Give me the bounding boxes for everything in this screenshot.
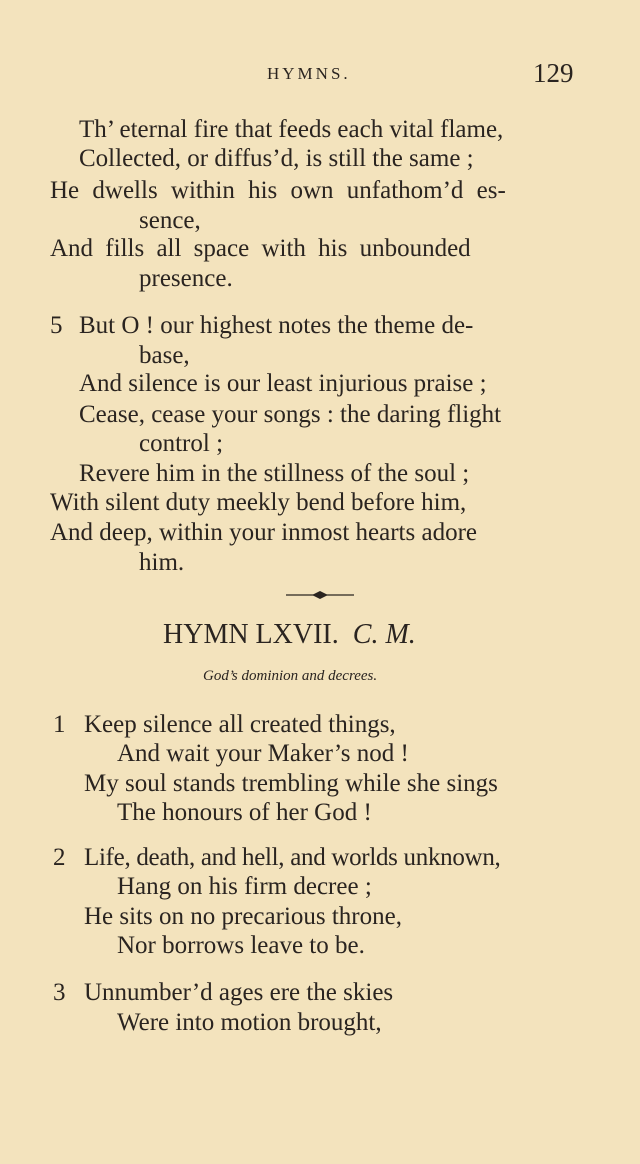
- poem-line: Revere him in the stillness of the soul ;: [79, 460, 470, 487]
- poem-line: control ;: [139, 430, 224, 457]
- poem-line: base,: [139, 342, 190, 369]
- poem-line: My soul stands trembling while she sings: [84, 770, 498, 797]
- poem-line: presence.: [139, 265, 233, 292]
- hymn-title: [163, 619, 416, 651]
- running-head: HYMNS.: [267, 64, 351, 83]
- verse-number: 1: [53, 711, 66, 738]
- poem-line: He dwells within his own unfathom’d es-: [50, 177, 506, 204]
- hymn-meter: C. M.: [352, 619, 416, 650]
- poem-line: But O ! our highest notes the theme de-: [79, 312, 474, 339]
- poem-line: And silence is our least injurious praise ;: [79, 370, 487, 397]
- poem-line: The honours of her God !: [117, 799, 372, 826]
- verse-number: 2: [53, 844, 66, 871]
- poem-line: And fills all space with his unbounded: [50, 235, 471, 262]
- hymn-number: HYMN LXVII.: [163, 619, 339, 650]
- stanza-number: 5: [50, 312, 63, 339]
- poem-line: And wait your Maker’s nod !: [117, 740, 409, 767]
- poem-line: Were into motion brought,: [117, 1009, 382, 1036]
- page-number: 129: [533, 58, 574, 88]
- poem-line: He sits on no precarious throne,: [84, 903, 402, 930]
- poem-line: With silent duty meekly bend before him,: [50, 489, 467, 516]
- poem-line: Hang on his firm decree ;: [117, 873, 372, 900]
- poem-line: Unnumber’d ages ere the skies: [84, 979, 394, 1006]
- poem-line: Collected, or diffus’d, is still the same ;: [79, 145, 474, 172]
- poem-line: Keep silence all created things,: [84, 711, 396, 738]
- ornament-divider: [286, 589, 354, 601]
- poem-line: him.: [139, 549, 185, 576]
- poem-line: Nor borrows leave to be.: [117, 932, 365, 959]
- poem-line: Cease, cease your songs : the daring flight: [79, 401, 502, 428]
- hymn-subtitle: God’s dominion and decrees.: [203, 668, 378, 684]
- poem-line: Th’ eternal fire that feeds each vital flame,: [79, 116, 504, 143]
- poem-line: Life, death, and hell, and worlds unknown,: [84, 844, 501, 871]
- poem-line: And deep, within your inmost hearts adore: [50, 519, 477, 546]
- poem-line: sence,: [139, 207, 201, 234]
- verse-number: 3: [53, 979, 66, 1006]
